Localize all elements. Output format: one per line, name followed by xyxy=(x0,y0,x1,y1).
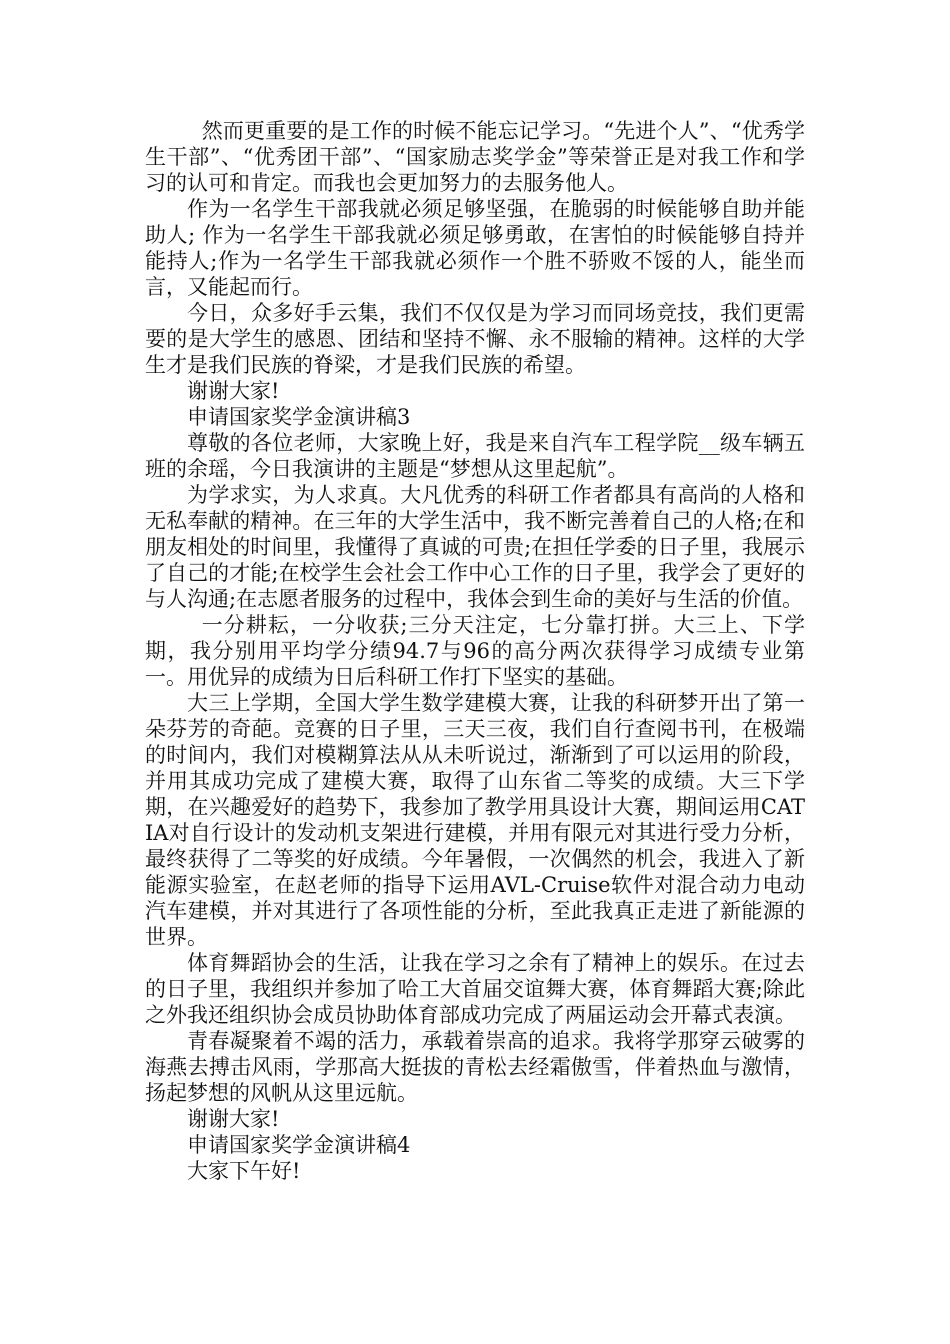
paragraph-competition: 今日，众多好手云集，我们不仅仅是为学习而同场竞技，我们更需要的是大学生的感恩、团结和坚持不懈、永不服输的精神。这样的大学生才是我们民族的脊梁，才是我们民族的希望。 xyxy=(145,301,805,377)
paragraph-thanks-2: 谢谢大家! xyxy=(187,1107,280,1131)
paragraph-dance-association: 体育舞蹈协会的生活，让我在学习之余有了精神上的娱乐。在过去的日子里，我组织并参加了哈工大首届交谊舞大赛，体育舞蹈大赛;除此之外我还组织协会成员协助体育部成功完成了两届运动会开幕式表演。 xyxy=(145,951,805,1027)
paragraph-character: 为学求实，为人求真。大凡优秀的科研工作者都具有高尚的人格和无私奉献的精神。在三年的大学生活中，我不断完善着自己的人格;在和朋友相处的时间里，我懂得了真诚的可贵;在担任学委的日子里，我展示了自己的才能;在校学生会社会工作中心工作的日子里，我学会了更好的与人沟通;在志愿者服务的过程中，我体会到生命的美好与生活的价值。 xyxy=(145,483,805,611)
paragraph-student-cadre: 作为一名学生干部我就必须足够坚强，在脆弱的时候能够自助并能助人; 作为一名学生干部我就必须足够勇敢，在害怕的时候能够自持并能持人;作为一名学生干部我就必须作一个胜不骄败不馁的人，能坐而言，又能起而行。 xyxy=(145,197,805,299)
paragraph-afternoon-greeting: 大家下午好! xyxy=(187,1159,301,1183)
paragraph-study-honors: 然而更重要的是工作的时候不能忘记学习。“先进个人”、“优秀学生干部”、“优秀团干部”、“国家励志奖学金”等荣誉正是对我工作和学习的认可和肯定。而我也会更加努力的去服务他人。 xyxy=(145,119,805,195)
speech-heading-3: 申请国家奖学金演讲稿3 xyxy=(187,405,411,429)
paragraph-grades: 一分耕耘，一分收获;三分天注定，七分靠打拼。大三上、下学期，我分别用平均学分绩94.7与96的高分两次获得学习成绩专业第一。用优异的成绩为日后科研工作打下坚实的基础。 xyxy=(145,613,805,689)
paragraph-thanks-1: 谢谢大家! xyxy=(187,379,280,403)
paragraph-research: 大三上学期，全国大学生数学建模大赛，让我的科研梦开出了第一朵芬芳的奇葩。竞赛的日子里，三天三夜，我们自行查阅书刊，在极端的时间内，我们对模糊算法从从未听说过，渐渐到了可以运用的阶段，并用其成功完成了建模大赛，取得了山东省二等奖的成绩。大三下学期，在兴趣爱好的趋势下，我参加了教学用具设计大赛，期间运用CATIA对自行设计的发动机支架进行建模，并用有限元对其进行受力分析，最终获得了二等奖的好成绩。今年暑假，一次偶然的机会，我进入了新能源实验室，在赵老师的指导下运用AVL-Cruise软件对混合动力电动汽车建模，并对其进行了各项性能的分析，至此我真正走进了新能源的世界。 xyxy=(145,691,805,949)
speech-heading-4: 申请国家奖学金演讲稿4 xyxy=(187,1133,411,1157)
document-page xyxy=(145,118,805,1184)
paragraph-youth: 青春凝聚着不竭的活力，承载着崇高的追求。我将学那穿云破雾的海燕去搏击风雨，学那高大挺拔的青松去经霜傲雪，伴着热血与激情，扬起梦想的风帆从这里远航。 xyxy=(145,1029,805,1105)
paragraph-greeting: 尊敬的各位老师，大家晚上好，我是来自汽车工程学院__级车辆五班的余瑶，今日我演讲的主题是“梦想从这里起航”。 xyxy=(145,431,805,481)
